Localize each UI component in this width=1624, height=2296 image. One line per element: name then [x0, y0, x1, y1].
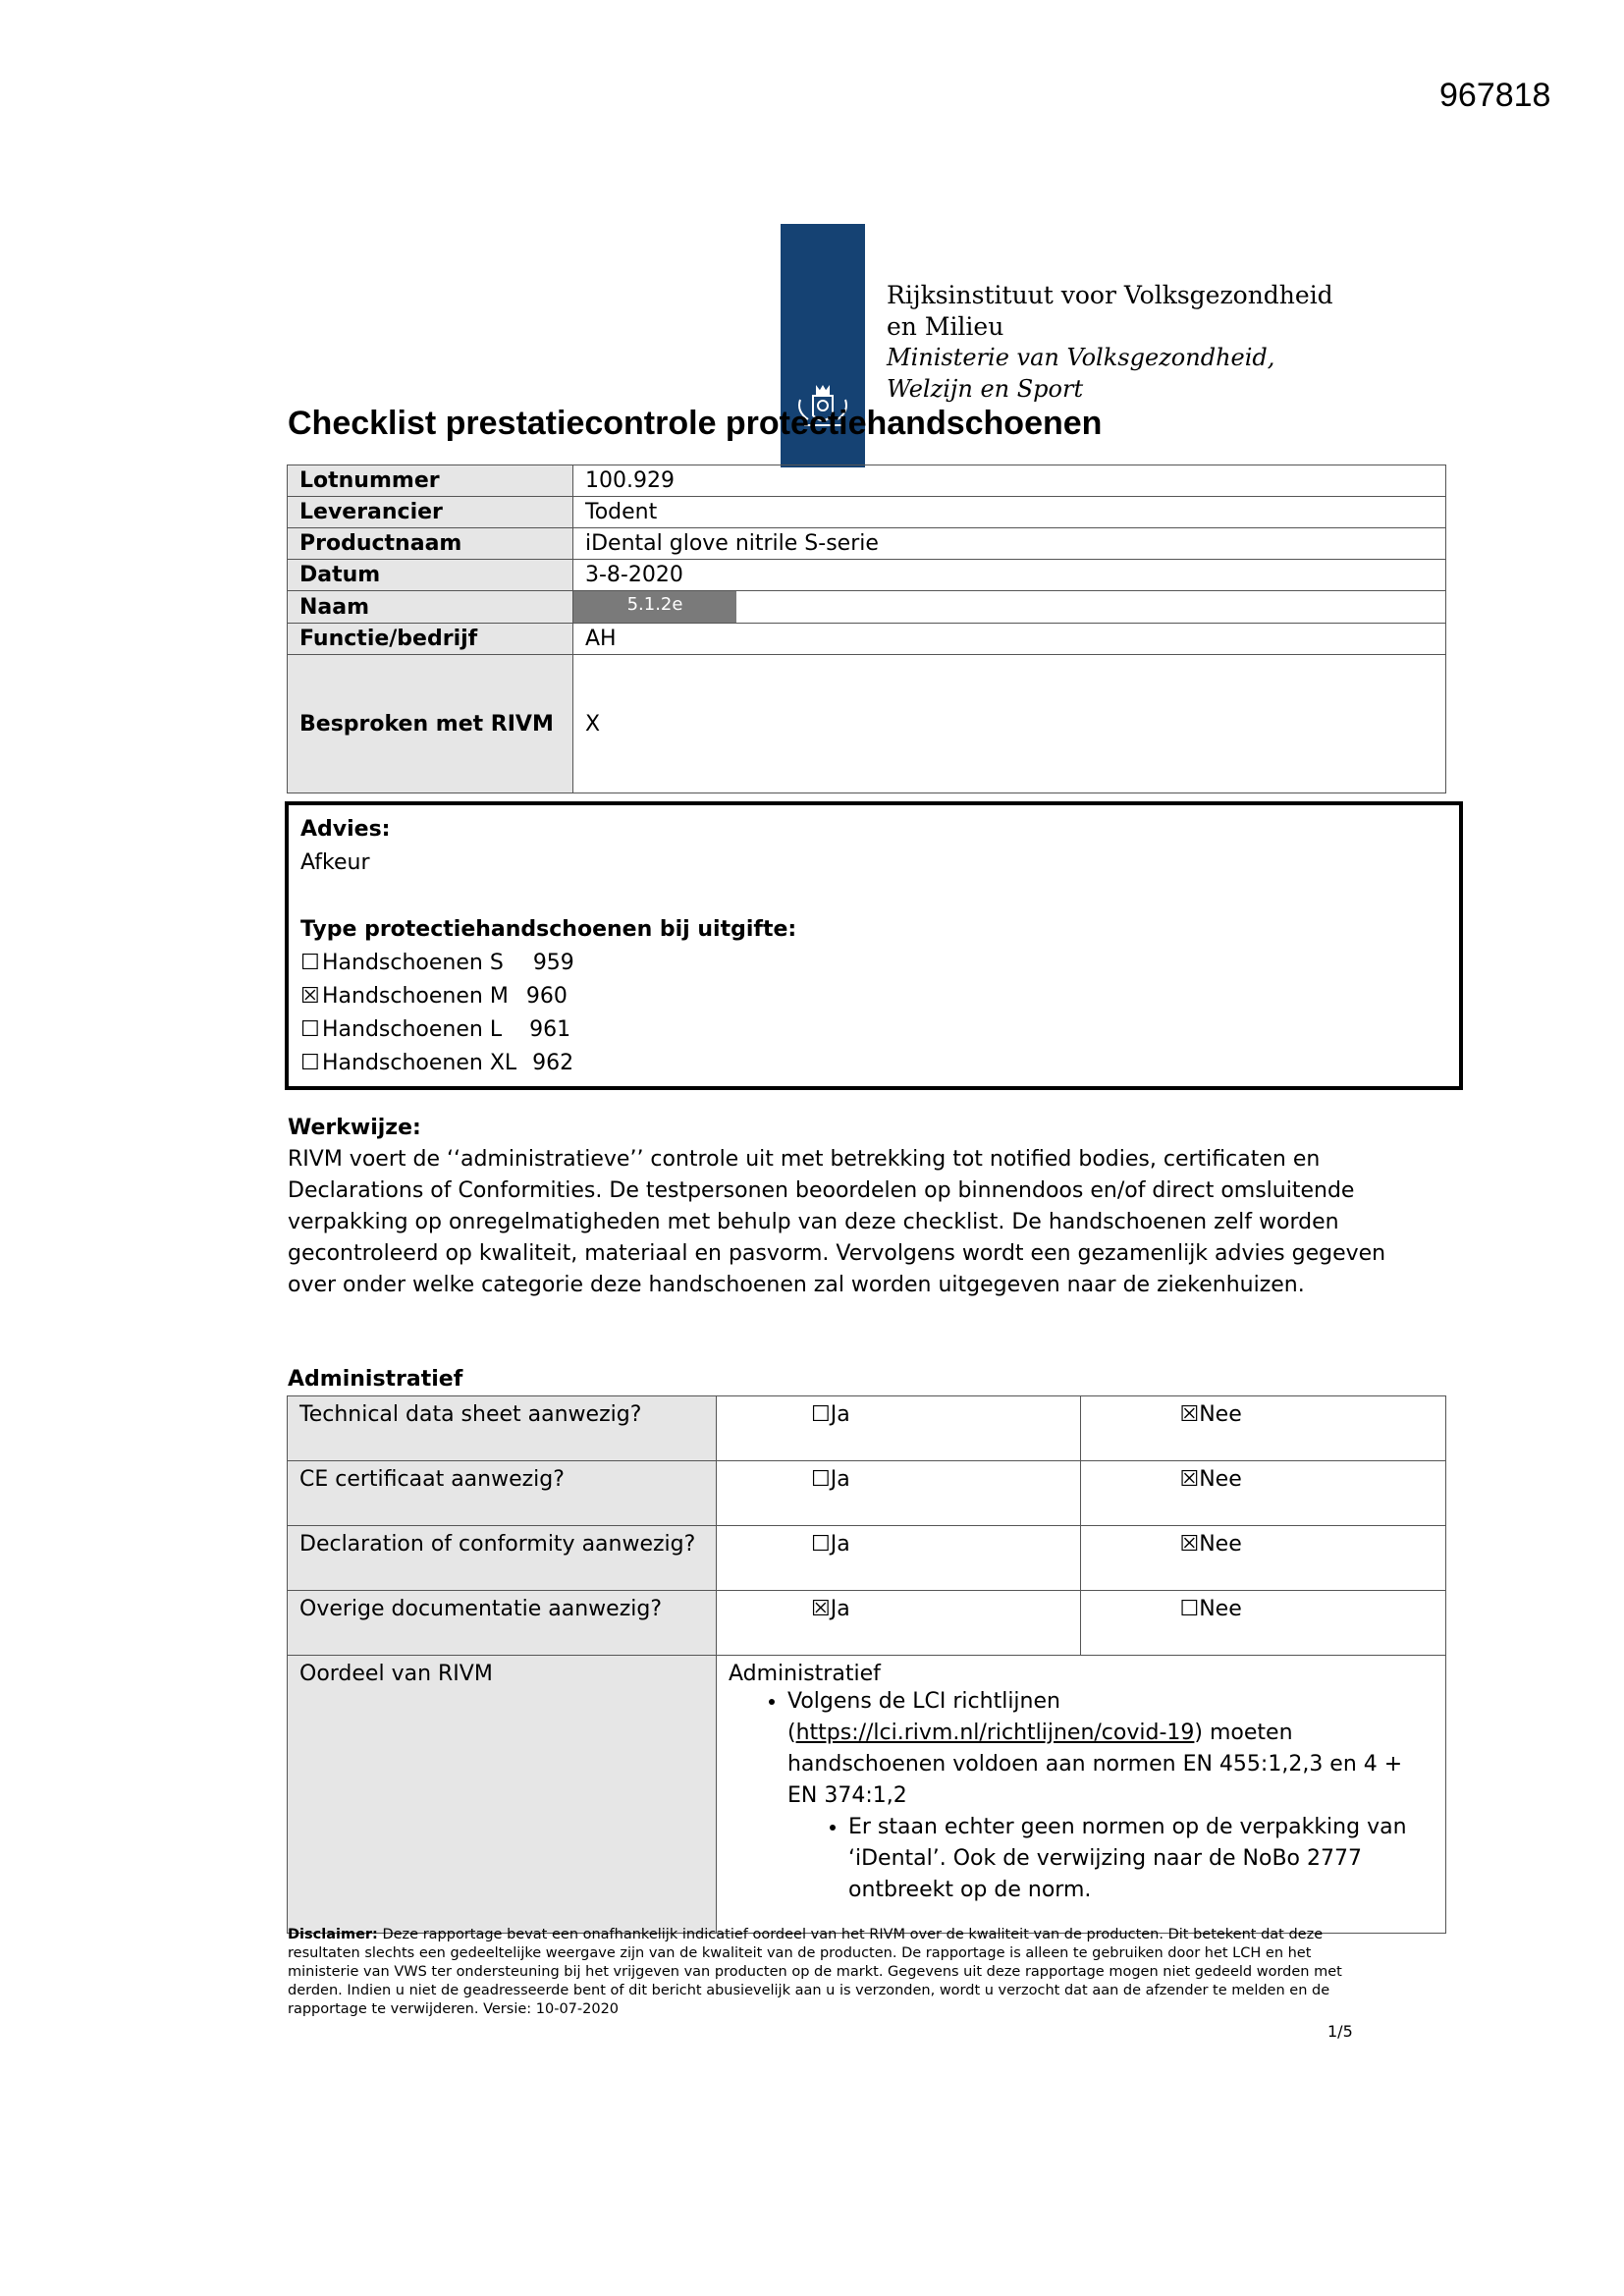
name-label: Naam: [288, 591, 573, 624]
checkbox-icon: ☐: [300, 1051, 320, 1075]
option-ja: [716, 1461, 1081, 1526]
admin-row: [288, 1396, 1446, 1461]
admin-table: [287, 1395, 1446, 1934]
admin-question: CE certificaat aanwezig?: [288, 1461, 717, 1526]
date-value: 3-8-2020: [573, 560, 1446, 591]
option-ja: [716, 1591, 1081, 1656]
glove-option-label: Handschoenen M: [322, 984, 509, 1009]
admin-row: [288, 1591, 1446, 1656]
checkbox-icon: ☐: [300, 1017, 320, 1042]
advice-heading: Advies:: [300, 817, 391, 842]
glove-option-s: [300, 947, 1447, 980]
option-ja: [716, 1526, 1081, 1591]
judgement-pre: Volgens de LCI richtlijnen (: [786, 1689, 1060, 1745]
supplier-value: Todent: [573, 497, 1446, 528]
info-row-lot: [288, 465, 1446, 497]
disclaimer-text: Deze rapportage bevat een onafhankelijk indicatief oordeel van het RIVM over de kwaliteit van de producten. Dit betekent dat deze resultaten slechts een gedeeltelijke weergave zijn van de kwaliteit van de producten. De rapportage is alleen te gebruiken door het LCH en het ministerie van VWS ter ondersteuning bij het vrijgeven van producten op de markt. Gegevens uit deze rapportage mogen niet gedeeld worden met derden. Indien u niet de geadresseerde bent of dit bericht abusievelijk aan u is verzonden, wordt u verzocht dat aan de afzender te melden en de rapportage te verwijderen. Versie: 10-07-2020: [288, 1927, 1342, 2017]
judgement-row: [288, 1656, 1446, 1934]
document-number: 967818: [1439, 77, 1551, 114]
glove-option-label: Handschoenen S: [322, 951, 504, 975]
advice-value: Afkeur: [300, 850, 370, 875]
lot-label: Lotnummer: [288, 465, 573, 497]
ministry-line-1: Ministerie van Volksgezondheid,: [887, 344, 1275, 371]
lci-link[interactable]: https://lci.rivm.nl/richtlijnen/covid-19: [795, 1721, 1195, 1745]
admin-row: [288, 1461, 1446, 1526]
info-row-product: [288, 528, 1446, 560]
option-nee: [1081, 1591, 1446, 1656]
glove-type-heading: Type protectiehandschoenen bij uitgifte:: [300, 917, 797, 942]
option-nee-label: ☒Nee: [1179, 1402, 1242, 1427]
info-row-function: [288, 624, 1446, 655]
option-ja: [716, 1396, 1081, 1461]
function-value: AH: [573, 624, 1446, 655]
info-table: [287, 465, 1446, 793]
glove-option-label: Handschoenen L: [322, 1017, 503, 1042]
page-number: 1/5: [1327, 2022, 1353, 2041]
option-ja-label: ☒Ja: [810, 1597, 850, 1621]
glove-option-code: 959: [532, 951, 574, 975]
redaction-box: 5.1.2e: [573, 591, 736, 623]
glove-option-l: [300, 1013, 1447, 1047]
glove-option-label: Handschoenen XL: [322, 1051, 517, 1075]
discussed-value: X: [573, 655, 1446, 793]
admin-row: [288, 1526, 1446, 1591]
info-row-date: [288, 560, 1446, 591]
function-label: Functie/bedrijf: [288, 624, 573, 655]
judgement-post: ) moeten handschoenen voldoen aan normen EN 455:1,2,3 en 4 + EN 374:1,2: [786, 1721, 1403, 1808]
method-text: RIVM voert de ‘‘administratieve’’ controle uit met betrekking tot notified bodies, certificaten en Declarations of Conformities. De testpersonen beoordelen op binnendoos en/of direct omsluitende verpakking op onregelmatigheden met behulp van deze checklist. De handschoenen zelf worden gecontroleerd op kwaliteit, materiaal en pasvorm. Vervolgens wordt een gezamenlijk advies gegeven over onder welke categorie deze handschoenen zal worden uitgegeven naar de ziekenhuizen.: [288, 1147, 1386, 1297]
option-nee: [1081, 1526, 1446, 1591]
option-nee: [1081, 1396, 1446, 1461]
glove-option-code: 960: [525, 984, 568, 1009]
info-row-name: [288, 591, 1446, 624]
judgement-list: [729, 1686, 1434, 1906]
admin-heading: Administratief: [288, 1367, 463, 1392]
advice-box: [285, 801, 1463, 1090]
option-nee-label: ☒Nee: [1179, 1467, 1242, 1492]
option-nee-label: ☐Nee: [1179, 1597, 1242, 1621]
option-ja-label: ☐Ja: [810, 1467, 850, 1492]
date-label: Datum: [288, 560, 573, 591]
disclaimer-label: Disclaimer:: [288, 1927, 378, 1942]
glove-option-m: [300, 980, 1447, 1013]
judgement-item: [787, 1686, 1434, 1906]
info-row-discussed: [288, 655, 1446, 793]
ministry-line-2: Welzijn en Sport: [887, 375, 1084, 403]
disclaimer: [288, 1926, 1358, 2019]
discussed-label: Besproken met RIVM: [288, 655, 573, 793]
admin-question: Technical data sheet aanwezig?: [288, 1396, 717, 1461]
judgement-subitem: • Er staan echter geen normen op de verpakking van ‘iDental’. Ook de verwijzing naar de NoBo 2777 ontbreekt op de norm.: [848, 1812, 1434, 1906]
name-cell: [573, 591, 1446, 624]
org-name-line-2: en Milieu: [887, 312, 1004, 341]
glove-option-code: 961: [529, 1017, 571, 1042]
admin-question: Overige documentatie aanwezig?: [288, 1591, 717, 1656]
method-section: [288, 1113, 1387, 1301]
admin-question: Declaration of conformity aanwezig?: [288, 1526, 717, 1591]
page-title: Checklist prestatiecontrole protectiehandschoenen: [288, 405, 1103, 442]
option-nee-label: ☒Nee: [1179, 1532, 1242, 1557]
option-ja-label: ☐Ja: [810, 1532, 850, 1557]
glove-option-code: 962: [532, 1051, 574, 1075]
option-ja-label: ☐Ja: [810, 1402, 850, 1427]
checkbox-checked-icon: ☒: [300, 984, 320, 1009]
product-value: iDental glove nitrile S-serie: [573, 528, 1446, 560]
judgement-sublist: [787, 1812, 1434, 1906]
spacer: [300, 880, 1447, 913]
glove-option-xl: [300, 1047, 1447, 1080]
method-heading: Werkwijze:: [288, 1116, 421, 1140]
judgement-heading: Administratief: [728, 1662, 881, 1686]
checkbox-icon: ☐: [300, 951, 320, 975]
org-name-line-1: Rijksinstituut voor Volksgezondheid: [887, 281, 1333, 309]
option-nee: [1081, 1461, 1446, 1526]
info-row-supplier: [288, 497, 1446, 528]
judgement-cell: [716, 1656, 1445, 1934]
product-label: Productnaam: [288, 528, 573, 560]
judgement-label: Oordeel van RIVM: [288, 1656, 717, 1934]
lot-value: 100.929: [573, 465, 1446, 497]
supplier-label: Leverancier: [288, 497, 573, 528]
